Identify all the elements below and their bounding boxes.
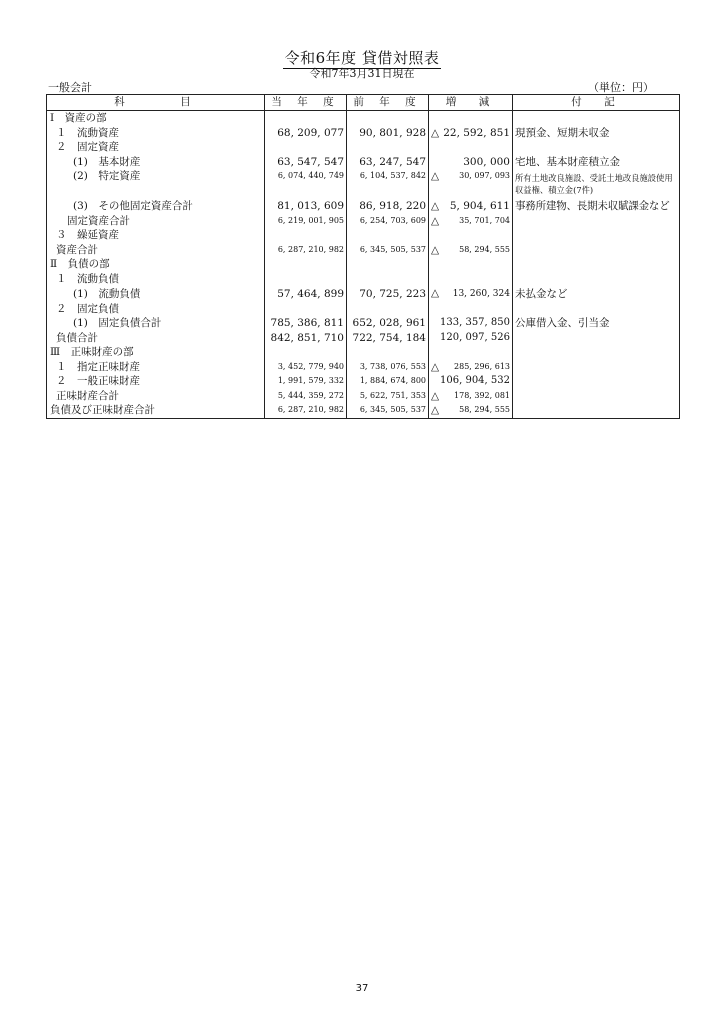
note-cell: 公庫借入金、引当金 <box>513 316 680 331</box>
note-cell <box>513 272 680 287</box>
current-value: 6, 287, 210, 982 <box>265 403 347 418</box>
page-number: 37 <box>355 983 369 994</box>
note-cell: 事務所建物、長期未収賦課金など <box>513 199 680 214</box>
table-row <box>47 360 680 375</box>
table-row <box>47 169 680 199</box>
note-cell <box>513 345 680 360</box>
note-cell <box>513 111 680 126</box>
row-label: (2) 特定資産 <box>47 169 265 199</box>
table-row <box>47 155 680 170</box>
change-value <box>429 302 513 317</box>
change-value: △ 58, 294, 555 <box>429 403 513 418</box>
negative-marker: △ <box>431 200 440 212</box>
table-row <box>47 272 680 287</box>
col-header-note: 付 記 <box>513 95 680 111</box>
previous-value <box>347 345 429 360</box>
change-value <box>429 272 513 287</box>
note-cell <box>513 403 680 418</box>
row-label: 正味財産合計 <box>47 389 265 404</box>
negative-marker: △ <box>431 389 440 402</box>
previous-value: 90, 801, 928 <box>347 126 429 141</box>
table-row <box>47 140 680 155</box>
previous-value <box>347 257 429 272</box>
previous-value: 6, 254, 703, 609 <box>347 214 429 229</box>
change-value: 120, 097, 526 <box>429 331 513 346</box>
note-cell: 宅地、基本財産積立金 <box>513 155 680 170</box>
row-label: １ 指定正味財産 <box>47 360 265 375</box>
table-row <box>47 302 680 317</box>
table-row <box>47 111 680 126</box>
previous-value: 1, 884, 674, 800 <box>347 374 429 389</box>
row-label: １ 流動資産 <box>47 126 265 141</box>
table-row <box>47 228 680 243</box>
current-value <box>265 111 347 126</box>
as-of-date: 令和7年3月31日現在 <box>309 67 415 80</box>
change-value: △ 13, 260, 324 <box>429 286 513 302</box>
change-value: △ 5, 904, 611 <box>429 199 513 214</box>
current-value <box>265 272 347 287</box>
change-value <box>429 111 513 126</box>
note-cell <box>513 360 680 375</box>
row-label: ３ 繰延資産 <box>47 228 265 243</box>
note-cell <box>513 243 680 258</box>
account-name: 一般会計 <box>48 81 92 94</box>
row-label: Ⅲ 正味財産の部 <box>47 345 265 360</box>
current-value: 63, 547, 547 <box>265 155 347 170</box>
row-label: (1) 基本財産 <box>47 155 265 170</box>
current-value <box>265 140 347 155</box>
note-cell <box>513 331 680 346</box>
change-value: △ 178, 392, 081 <box>429 389 513 404</box>
row-label: Ⅱ 負債の部 <box>47 257 265 272</box>
previous-value <box>347 302 429 317</box>
previous-value: 6, 345, 505, 537 <box>347 403 429 418</box>
row-label: 負債及び正味財産合計 <box>47 403 265 418</box>
change-value: △ 58, 294, 555 <box>429 243 513 258</box>
col-header-current: 当 年 度 <box>265 95 347 111</box>
change-value <box>429 345 513 360</box>
current-value: 81, 013, 609 <box>265 199 347 214</box>
col-header-item: 科 目 <box>47 95 265 111</box>
current-value: 842, 851, 710 <box>265 331 347 346</box>
change-value: △ 285, 296, 613 <box>429 360 513 375</box>
note-cell: 未払金など <box>513 286 680 302</box>
table-row <box>47 126 680 141</box>
row-label: ２ 一般正味財産 <box>47 374 265 389</box>
current-value <box>265 345 347 360</box>
row-label: １ 流動負債 <box>47 272 265 287</box>
table-row <box>47 214 680 229</box>
change-value: 133, 357, 850 <box>429 316 513 331</box>
table-row <box>47 199 680 214</box>
table-row <box>47 257 680 272</box>
change-value: △ 30, 097, 093 <box>429 169 513 199</box>
previous-value: 6, 104, 537, 842 <box>347 169 429 199</box>
current-value: 68, 209, 077 <box>265 126 347 141</box>
table-row <box>47 331 680 346</box>
current-value <box>265 228 347 243</box>
note-cell: 所有土地改良施設、受託土地改良施設使用収益権、積立金(7件) <box>513 169 680 199</box>
current-value: 3, 452, 779, 940 <box>265 360 347 375</box>
previous-value: 722, 754, 184 <box>347 331 429 346</box>
note-cell <box>513 214 680 229</box>
previous-value <box>347 111 429 126</box>
change-value: 300, 000 <box>429 155 513 170</box>
previous-value: 5, 622, 751, 353 <box>347 389 429 404</box>
current-value: 1, 991, 579, 332 <box>265 374 347 389</box>
previous-value: 86, 918, 220 <box>347 199 429 214</box>
negative-marker: △ <box>431 287 440 299</box>
row-label: (3) その他固定資産合計 <box>47 199 265 214</box>
table-row <box>47 389 680 404</box>
table-header-row <box>47 95 680 111</box>
row-label: 資産合計 <box>47 243 265 258</box>
current-value <box>265 257 347 272</box>
current-value <box>265 302 347 317</box>
row-label: 負債合計 <box>47 331 265 346</box>
col-header-previous: 前 年 度 <box>347 95 429 111</box>
negative-marker: △ <box>431 360 440 373</box>
current-value: 6, 287, 210, 982 <box>265 243 347 258</box>
table-row <box>47 316 680 331</box>
negative-marker: △ <box>431 243 440 256</box>
negative-marker: △ <box>431 170 440 182</box>
note-cell <box>513 302 680 317</box>
row-label: ２ 固定資産 <box>47 140 265 155</box>
previous-value <box>347 140 429 155</box>
row-label: 固定資産合計 <box>47 214 265 229</box>
change-value <box>429 228 513 243</box>
note-cell <box>513 389 680 404</box>
table-row <box>47 243 680 258</box>
current-value: 6, 219, 001, 905 <box>265 214 347 229</box>
previous-value: 6, 345, 505, 537 <box>347 243 429 258</box>
table-row <box>47 374 680 389</box>
note-cell <box>513 257 680 272</box>
previous-value: 63, 247, 547 <box>347 155 429 170</box>
note-cell: 現預金、短期未収金 <box>513 126 680 141</box>
change-value <box>429 257 513 272</box>
negative-marker: △ <box>431 404 440 416</box>
change-value <box>429 140 513 155</box>
note-cell <box>513 140 680 155</box>
current-value: 57, 464, 899 <box>265 286 347 302</box>
previous-value: 3, 738, 076, 553 <box>347 360 429 375</box>
table-row <box>47 345 680 360</box>
change-value: △ 35, 701, 704 <box>429 214 513 229</box>
negative-marker: △ <box>431 214 440 227</box>
document-title: 令和6年度 貸借対照表 <box>284 49 440 67</box>
previous-value: 652, 028, 961 <box>347 316 429 331</box>
unit-label: （単位：円） <box>588 81 654 94</box>
balance-sheet-table <box>46 94 680 419</box>
previous-value: 70, 725, 223 <box>347 286 429 302</box>
row-label: (1) 固定負債合計 <box>47 316 265 331</box>
note-cell <box>513 374 680 389</box>
negative-marker: △ <box>431 126 440 139</box>
row-label: ２ 固定負債 <box>47 302 265 317</box>
current-value: 6, 074, 440, 749 <box>265 169 347 199</box>
row-label: (1) 流動負債 <box>47 286 265 302</box>
previous-value <box>347 272 429 287</box>
note-cell <box>513 228 680 243</box>
current-value: 5, 444, 359, 272 <box>265 389 347 404</box>
previous-value <box>347 228 429 243</box>
table-row <box>47 403 680 418</box>
col-header-change: 増 減 <box>429 95 513 111</box>
change-value: 106, 904, 532 <box>429 374 513 389</box>
change-value: △ 22, 592, 851 <box>429 126 513 141</box>
table-row <box>47 286 680 302</box>
current-value: 785, 386, 811 <box>265 316 347 331</box>
row-label: Ⅰ 資産の部 <box>47 111 265 126</box>
